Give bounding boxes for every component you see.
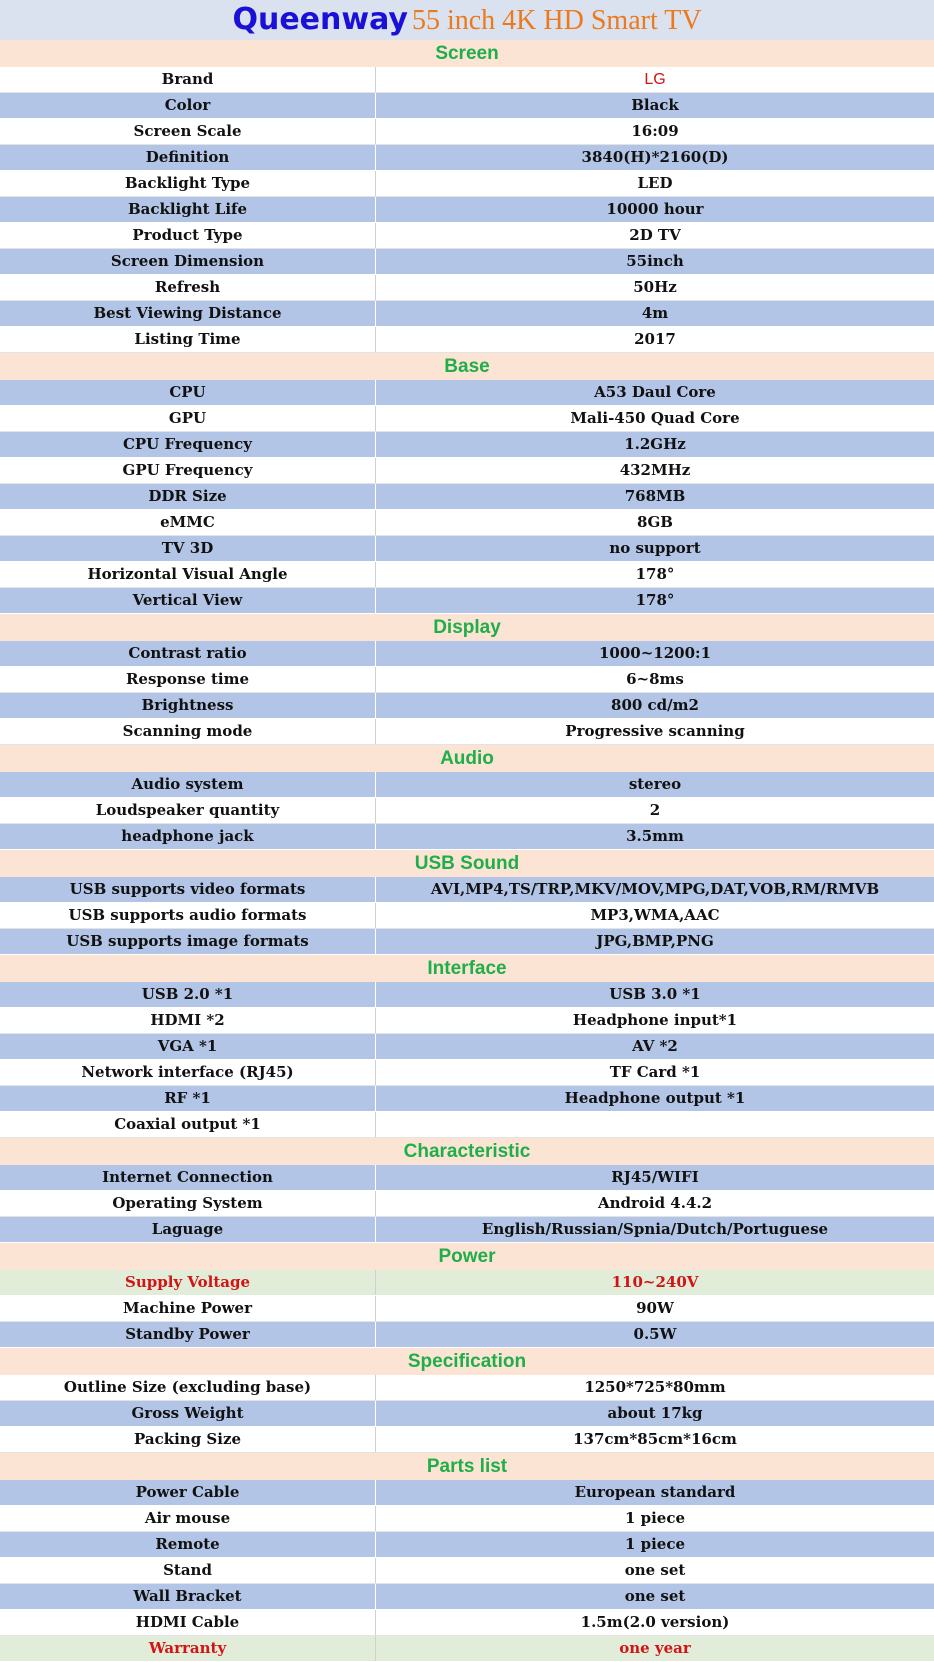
model-name: 55 inch 4K HD Smart TV bbox=[411, 5, 702, 36]
section-header: Audio bbox=[0, 745, 934, 772]
section-header: Display bbox=[0, 614, 934, 641]
spec-value: LG bbox=[644, 71, 666, 88]
spec-label: TV 3D bbox=[0, 536, 376, 561]
spec-value: 3.5mm bbox=[626, 827, 684, 845]
table-row bbox=[0, 588, 934, 614]
spec-label: HDMI *2 bbox=[0, 1008, 376, 1033]
spec-value: 8GB bbox=[637, 513, 673, 531]
spec-value: JPG,BMP,PNG bbox=[596, 932, 714, 950]
spec-label: Color bbox=[0, 93, 376, 118]
table-row bbox=[0, 510, 934, 536]
spec-label: Internet Connection bbox=[0, 1165, 376, 1190]
table-row bbox=[0, 798, 934, 824]
spec-value: English/Russian/Spnia/Dutch/Portuguese bbox=[481, 1220, 829, 1238]
table-row bbox=[0, 772, 934, 798]
table-row bbox=[0, 719, 934, 745]
spec-value: Progressive scanning bbox=[565, 722, 745, 740]
spec-value: RJ45/WIFI bbox=[611, 1168, 699, 1186]
spec-label: RF *1 bbox=[0, 1086, 376, 1111]
page-title bbox=[0, 0, 934, 40]
spec-value: 432MHz bbox=[619, 461, 691, 479]
table-row bbox=[0, 667, 934, 693]
spec-label: USB 2.0 *1 bbox=[0, 982, 376, 1007]
spec-value: 2D TV bbox=[629, 226, 681, 244]
spec-label: CPU Frequency bbox=[0, 432, 376, 457]
spec-value: Headphone output *1 bbox=[564, 1089, 746, 1107]
section-header: Base bbox=[0, 353, 934, 380]
table-row bbox=[0, 1558, 934, 1584]
spec-label: headphone jack bbox=[0, 824, 376, 849]
table-row bbox=[0, 1165, 934, 1191]
table-row bbox=[0, 1610, 934, 1636]
section-header: Specification bbox=[0, 1348, 934, 1375]
spec-label: Product Type bbox=[0, 223, 376, 248]
spec-label: Wall Bracket bbox=[0, 1584, 376, 1609]
spec-value: 1 piece bbox=[624, 1509, 686, 1527]
spec-label: VGA *1 bbox=[0, 1034, 376, 1059]
spec-label: GPU Frequency bbox=[0, 458, 376, 483]
table-row bbox=[0, 982, 934, 1008]
table-row bbox=[0, 223, 934, 249]
table-row bbox=[0, 1086, 934, 1112]
spec-value: 55inch bbox=[626, 252, 684, 270]
spec-value: Headphone input*1 bbox=[572, 1011, 738, 1029]
spec-label: Best Viewing Distance bbox=[0, 301, 376, 326]
spec-value: 768MB bbox=[624, 487, 686, 505]
table-row bbox=[0, 1034, 934, 1060]
spec-label: Standby Power bbox=[0, 1322, 376, 1347]
spec-label: Remote bbox=[0, 1532, 376, 1557]
table-row bbox=[0, 1060, 934, 1086]
spec-value: Android 4.4.2 bbox=[597, 1194, 713, 1212]
table-row bbox=[0, 1112, 934, 1138]
spec-label: USB supports video formats bbox=[0, 877, 376, 902]
table-row bbox=[0, 929, 934, 955]
table-row bbox=[0, 275, 934, 301]
spec-label: Contrast ratio bbox=[0, 641, 376, 666]
spec-value: 1.5m(2.0 version) bbox=[580, 1613, 730, 1631]
table-row bbox=[0, 824, 934, 850]
spec-value: Black bbox=[631, 96, 679, 114]
table-row bbox=[0, 1427, 934, 1453]
spec-label: Screen Dimension bbox=[0, 249, 376, 274]
table-row bbox=[0, 903, 934, 929]
spec-label: Audio system bbox=[0, 772, 376, 797]
spec-value: 6~8ms bbox=[626, 670, 684, 688]
section-header: Power bbox=[0, 1243, 934, 1270]
spec-label: Network interface (RJ45) bbox=[0, 1060, 376, 1085]
table-row bbox=[0, 171, 934, 197]
spec-label: Backlight Life bbox=[0, 197, 376, 222]
spec-value: about 17kg bbox=[607, 1404, 703, 1422]
spec-value: 50Hz bbox=[633, 278, 677, 296]
table-row bbox=[0, 327, 934, 353]
spec-value: AVI,MP4,TS/TRP,MKV/MOV,MPG,DAT,VOB,RM/RMVB bbox=[430, 880, 880, 898]
spec-label: Brand bbox=[0, 67, 376, 92]
spec-label: Loudspeaker quantity bbox=[0, 798, 376, 823]
spec-label: USB supports audio formats bbox=[0, 903, 376, 928]
spec-value: 1.2GHz bbox=[624, 435, 686, 453]
table-row bbox=[0, 1401, 934, 1427]
spec-label: Supply Voltage bbox=[0, 1270, 376, 1295]
table-row bbox=[0, 1191, 934, 1217]
spec-label: HDMI Cable bbox=[0, 1610, 376, 1635]
spec-value: 178° bbox=[635, 565, 675, 583]
spec-value: European standard bbox=[574, 1483, 736, 1501]
table-row bbox=[0, 1584, 934, 1610]
spec-value: AV *2 bbox=[632, 1037, 678, 1055]
spec-label: Packing Size bbox=[0, 1427, 376, 1452]
spec-label: Stand bbox=[0, 1558, 376, 1583]
spec-value: 800 cd/m2 bbox=[611, 696, 699, 714]
spec-label: Definition bbox=[0, 145, 376, 170]
spec-value: USB 3.0 *1 bbox=[609, 985, 701, 1003]
spec-label: Gross Weight bbox=[0, 1401, 376, 1426]
table-row bbox=[0, 1375, 934, 1401]
spec-value: one set bbox=[624, 1561, 686, 1579]
spec-value: 10000 hour bbox=[606, 200, 704, 218]
table-row bbox=[0, 1480, 934, 1506]
table-row bbox=[0, 1296, 934, 1322]
spec-value: 4m bbox=[641, 304, 669, 322]
spec-label: Coaxial output *1 bbox=[0, 1112, 376, 1137]
table-row bbox=[0, 1008, 934, 1034]
spec-label: USB supports image formats bbox=[0, 929, 376, 954]
spec-value: A53 Daul Core bbox=[594, 383, 716, 401]
spec-label: Outline Size (excluding base) bbox=[0, 1375, 376, 1400]
table-row bbox=[0, 145, 934, 171]
table-row bbox=[0, 536, 934, 562]
spec-value: LED bbox=[637, 174, 673, 192]
spec-value: 1000~1200:1 bbox=[598, 644, 712, 662]
table-row bbox=[0, 432, 934, 458]
spec-label: Scanning mode bbox=[0, 719, 376, 744]
spec-label: CPU bbox=[0, 380, 376, 405]
spec-value: 137cm*85cm*16cm bbox=[573, 1430, 737, 1448]
spec-value: 3840(H)*2160(D) bbox=[581, 148, 729, 166]
section-header: Interface bbox=[0, 955, 934, 982]
brand-name: Queenway bbox=[232, 2, 408, 37]
table-row bbox=[0, 1322, 934, 1348]
table-row bbox=[0, 67, 934, 93]
spec-label: Horizontal Visual Angle bbox=[0, 562, 376, 587]
table-row bbox=[0, 301, 934, 327]
spec-value: 2017 bbox=[634, 330, 676, 348]
spec-label: Screen Scale bbox=[0, 119, 376, 144]
spec-label: Brightness bbox=[0, 693, 376, 718]
spec-value: 90W bbox=[636, 1299, 674, 1317]
table-row bbox=[0, 119, 934, 145]
table-row bbox=[0, 197, 934, 223]
table-row bbox=[0, 458, 934, 484]
spec-value: one year bbox=[619, 1639, 691, 1657]
spec-value: 2 bbox=[649, 801, 661, 819]
spec-value bbox=[376, 1112, 934, 1137]
spec-label: Machine Power bbox=[0, 1296, 376, 1321]
spec-label: Response time bbox=[0, 667, 376, 692]
table-row bbox=[0, 693, 934, 719]
spec-value: no support bbox=[609, 539, 701, 557]
table-row bbox=[0, 1506, 934, 1532]
section-header: Screen bbox=[0, 40, 934, 67]
section-header: Characteristic bbox=[0, 1138, 934, 1165]
spec-label: Backlight Type bbox=[0, 171, 376, 196]
table-row bbox=[0, 380, 934, 406]
spec-value: MP3,WMA,AAC bbox=[590, 906, 720, 924]
spec-label: eMMC bbox=[0, 510, 376, 535]
spec-value: one set bbox=[624, 1587, 686, 1605]
spec-value: Mali-450 Quad Core bbox=[570, 409, 740, 427]
spec-value: stereo bbox=[628, 775, 682, 793]
table-row bbox=[0, 93, 934, 119]
spec-label: Warranty bbox=[0, 1636, 376, 1661]
table-row bbox=[0, 877, 934, 903]
spec-label: Vertical View bbox=[0, 588, 376, 613]
spec-value: 0.5W bbox=[633, 1325, 677, 1343]
spec-label: Air mouse bbox=[0, 1506, 376, 1531]
table-row bbox=[0, 562, 934, 588]
table-row bbox=[0, 249, 934, 275]
section-header: USB Sound bbox=[0, 850, 934, 877]
table-row bbox=[0, 641, 934, 667]
spec-value: 178° bbox=[635, 591, 675, 609]
spec-table bbox=[0, 40, 934, 1662]
table-row bbox=[0, 1636, 934, 1662]
section-header: Parts list bbox=[0, 1453, 934, 1480]
table-row bbox=[0, 1270, 934, 1296]
spec-value: TF Card *1 bbox=[609, 1063, 701, 1081]
spec-label: Laguage bbox=[0, 1217, 376, 1242]
spec-label: DDR Size bbox=[0, 484, 376, 509]
table-row bbox=[0, 1217, 934, 1243]
spec-label: Refresh bbox=[0, 275, 376, 300]
spec-value: 1 piece bbox=[624, 1535, 686, 1553]
spec-label: Operating System bbox=[0, 1191, 376, 1216]
spec-value: 1250*725*80mm bbox=[584, 1378, 726, 1396]
spec-label: Power Cable bbox=[0, 1480, 376, 1505]
table-row bbox=[0, 484, 934, 510]
table-row bbox=[0, 406, 934, 432]
spec-value: 110~240V bbox=[611, 1273, 699, 1291]
table-row bbox=[0, 1532, 934, 1558]
spec-label: GPU bbox=[0, 406, 376, 431]
spec-label: Listing Time bbox=[0, 327, 376, 352]
spec-value: 16:09 bbox=[631, 122, 679, 140]
